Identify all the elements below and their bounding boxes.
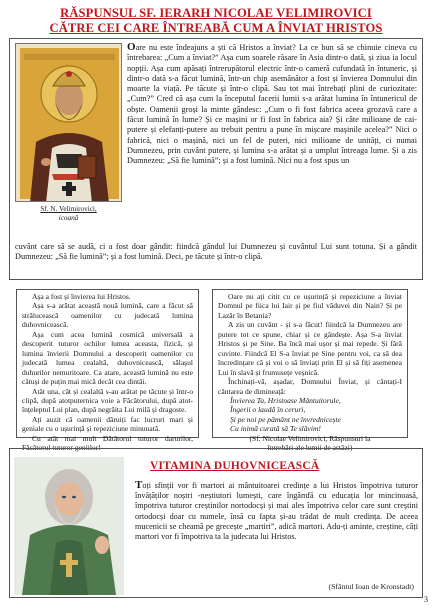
saint-john-kronstadt-image (14, 457, 124, 595)
bottom-article-signature: (Sfântul Ioan de Kronstadt) (328, 582, 414, 591)
top-article-text-bottom: cuvânt care să se audă, ci a fost doar gândit: fiindcă gândul lui Dumnezeu și cuvântul Lui sunt totuna. Și a gândit Dumnezeu: „Să fie lumină”; și a fost lumină. Deci, pe tăcute și într-o clipă. (15, 242, 417, 262)
hymn-line: Cu inimă curată să Te slăvim! (230, 424, 321, 434)
bottom-article-title: VITAMINA DUHOVNICEASCĂ (150, 460, 320, 472)
middle-right-paragraph: Închinați-vă, așadar, Domnului Înviat, și cântați-I cântarea de dimineață: (218, 377, 402, 396)
bottom-dropcap: T (135, 479, 143, 491)
bottom-article-paragraph: oți sfinții vor fi martori ai mântuitoarei credințe a lui Hristos împotriva tuturor învățăților noștri -neștiutori lumești, care îngâmfă cu educația lor mincinoasă, împotriva tuturor creștinilor nortodocși și mai ales împotriva celor care sunt creștini ortodocși doar cu numele, însă cu fapta și-au trădat de mult credința. De aceea mucenicii se cheamă pe grecește „martiri”, adică martori. Adu-ți aminte, creștine, câți martori vor fi împotriva ta la judecata lui Hristos. (135, 481, 418, 542)
middle-right-paragraph: A zis un cuvânt - și s-a făcut! fiindcă la Dumnezeu are putere tot ce spune, chiar și ce gândește. Așa S-a înviat Hristos și pe Sine. Ba încă mai ușor și mai repede. Și fără cuvinte. Fiindcă El S-a înviat pe Sine pentru voi, ca să dea încredințare că și voi o să înviați prin El și să fiți asemenea Lui în slavă și frumusețe veșnică. (218, 320, 402, 377)
page-number: 3 (424, 595, 428, 604)
middle-left-box (16, 289, 199, 453)
icon-caption-name: Sf. N. Velimirovici, (40, 205, 97, 213)
saint-nicholas-icon-image (15, 43, 122, 202)
middle-left-paragraph: Așa s-a arătat această nouă lumină, care a făcut să strălucească oamenilor cu judecată lumina duhovnicească. (22, 301, 193, 330)
hymn-line: Învierea Ta, Hristoase Mântuitorule, (230, 395, 341, 405)
middle-left-paragraph: Atât una, cât și cealaltă s-au arătat pe tăcute și într-o clipă, după atotputernica voie a Făcătorului, după atot-înțeleptul Lui plan, după negrăita Lui milă și dragoste. (22, 386, 193, 415)
top-article-text (127, 42, 417, 167)
top-article-paragraph: are nu este îndeajuns a ști că Hristos a înviat? La ce bun să se chinuie cineva cu întrebarea: „Cum a înviat?” Așa cum soarele răsare în Asia dintr-o dată, și ziua ia locul nopții. Așa cum apăsați întrerupătorul electric într-o cameră cufundată în întuneric, și dintr-o dată s-a făcut lumină, într-un chip asemănător a fost și învierea Domnului din moarte la viață. Pe tăcute și într-o clipă. Sau tot mai întrebați plini de curiozitate: „Cum?” Cred că așa cum la începutul facerii lumii s-a arătat lumina în întunericul de obște. Oamenii groși la minte gândesc: „Cum o fi fost fabrica aceea grozavă care a făcut lumină în lume? Și ce mașini or fi fost în fabrica aia? Și câte milioane de cai-putere și elefanți-putere au trebuit pentru a pune în mișcare mașinile acelea?” Nici o fabrică, nici o mașină, nici un fel de puteri, nici milioane de unități, ci numai Dumnezeu, prin cuvânt putere, și lumina s-a arătat și a umplut întreaga lume. Și a zis Dumnezeu: „Să fie lumină”; și a fost lumină. Nici nu a fost spus un (127, 43, 417, 166)
hymn-line: Și pe noi pe pământ ne învrednicește (230, 414, 341, 424)
bottom-article-text (135, 480, 418, 542)
middle-left-paragraph: Așa a fost și învierea lui Hristos. (32, 292, 131, 301)
page-title-line-2: CĂTRE CEI CARE ÎNTREABĂ CUM A ÎNVIAT HRISTOS (49, 21, 383, 35)
middle-right-paragraph: Oare nu ați citit cu ce ușurință și repeziciune a înviat Domnul pe fiica lui Iair și pe fiul văduvei din Nain? Și pe Lazăr în Betania? (218, 292, 402, 320)
icon-illustration (16, 44, 122, 202)
page-title-line-1: RĂSPUNSUL SF. IERARH NICOLAE VELIMIROVICI (60, 6, 372, 20)
hymn-line: Îngerii o laudă în ceruri, (230, 405, 306, 415)
source-line-1: (Sf. Nicolae Velimirovici, Răspunsuri la (249, 433, 371, 443)
middle-left-paragraph: Ați auzit că oamenii dăruiți fac lucruri mari și geniale cu o ușurință și repeziciune minunată. (22, 414, 193, 434)
middle-left-paragraph: Așa cum acea lumină cosmică universală a descoperit tuturor ochilor lumea aceasta, fizică, și lumina învierii Domnului a descoperit oamenilor cu judecată lumea cealaltă, duhovnicească, sălașul duhurilor nemuritoare. Ca atare, această lumină nu este câtuși de puțin mai mică decât cea dintâi. (22, 329, 193, 387)
middle-left-paragraph: Cu atât mai mult Dătătorul tuturor darurilor, Făcătorul tuturor geniilor! (22, 433, 193, 453)
source-line-2: întrebări ale lumii de astăzi) (267, 443, 353, 453)
icon-caption-type: icoană (58, 214, 79, 222)
top-article-box (9, 38, 423, 280)
saint-photo-illustration (14, 457, 124, 595)
top-dropcap: O (127, 41, 136, 53)
page-title (10, 6, 422, 36)
bottom-article-box (9, 448, 423, 598)
middle-right-box (212, 289, 408, 453)
icon-caption (15, 205, 122, 223)
